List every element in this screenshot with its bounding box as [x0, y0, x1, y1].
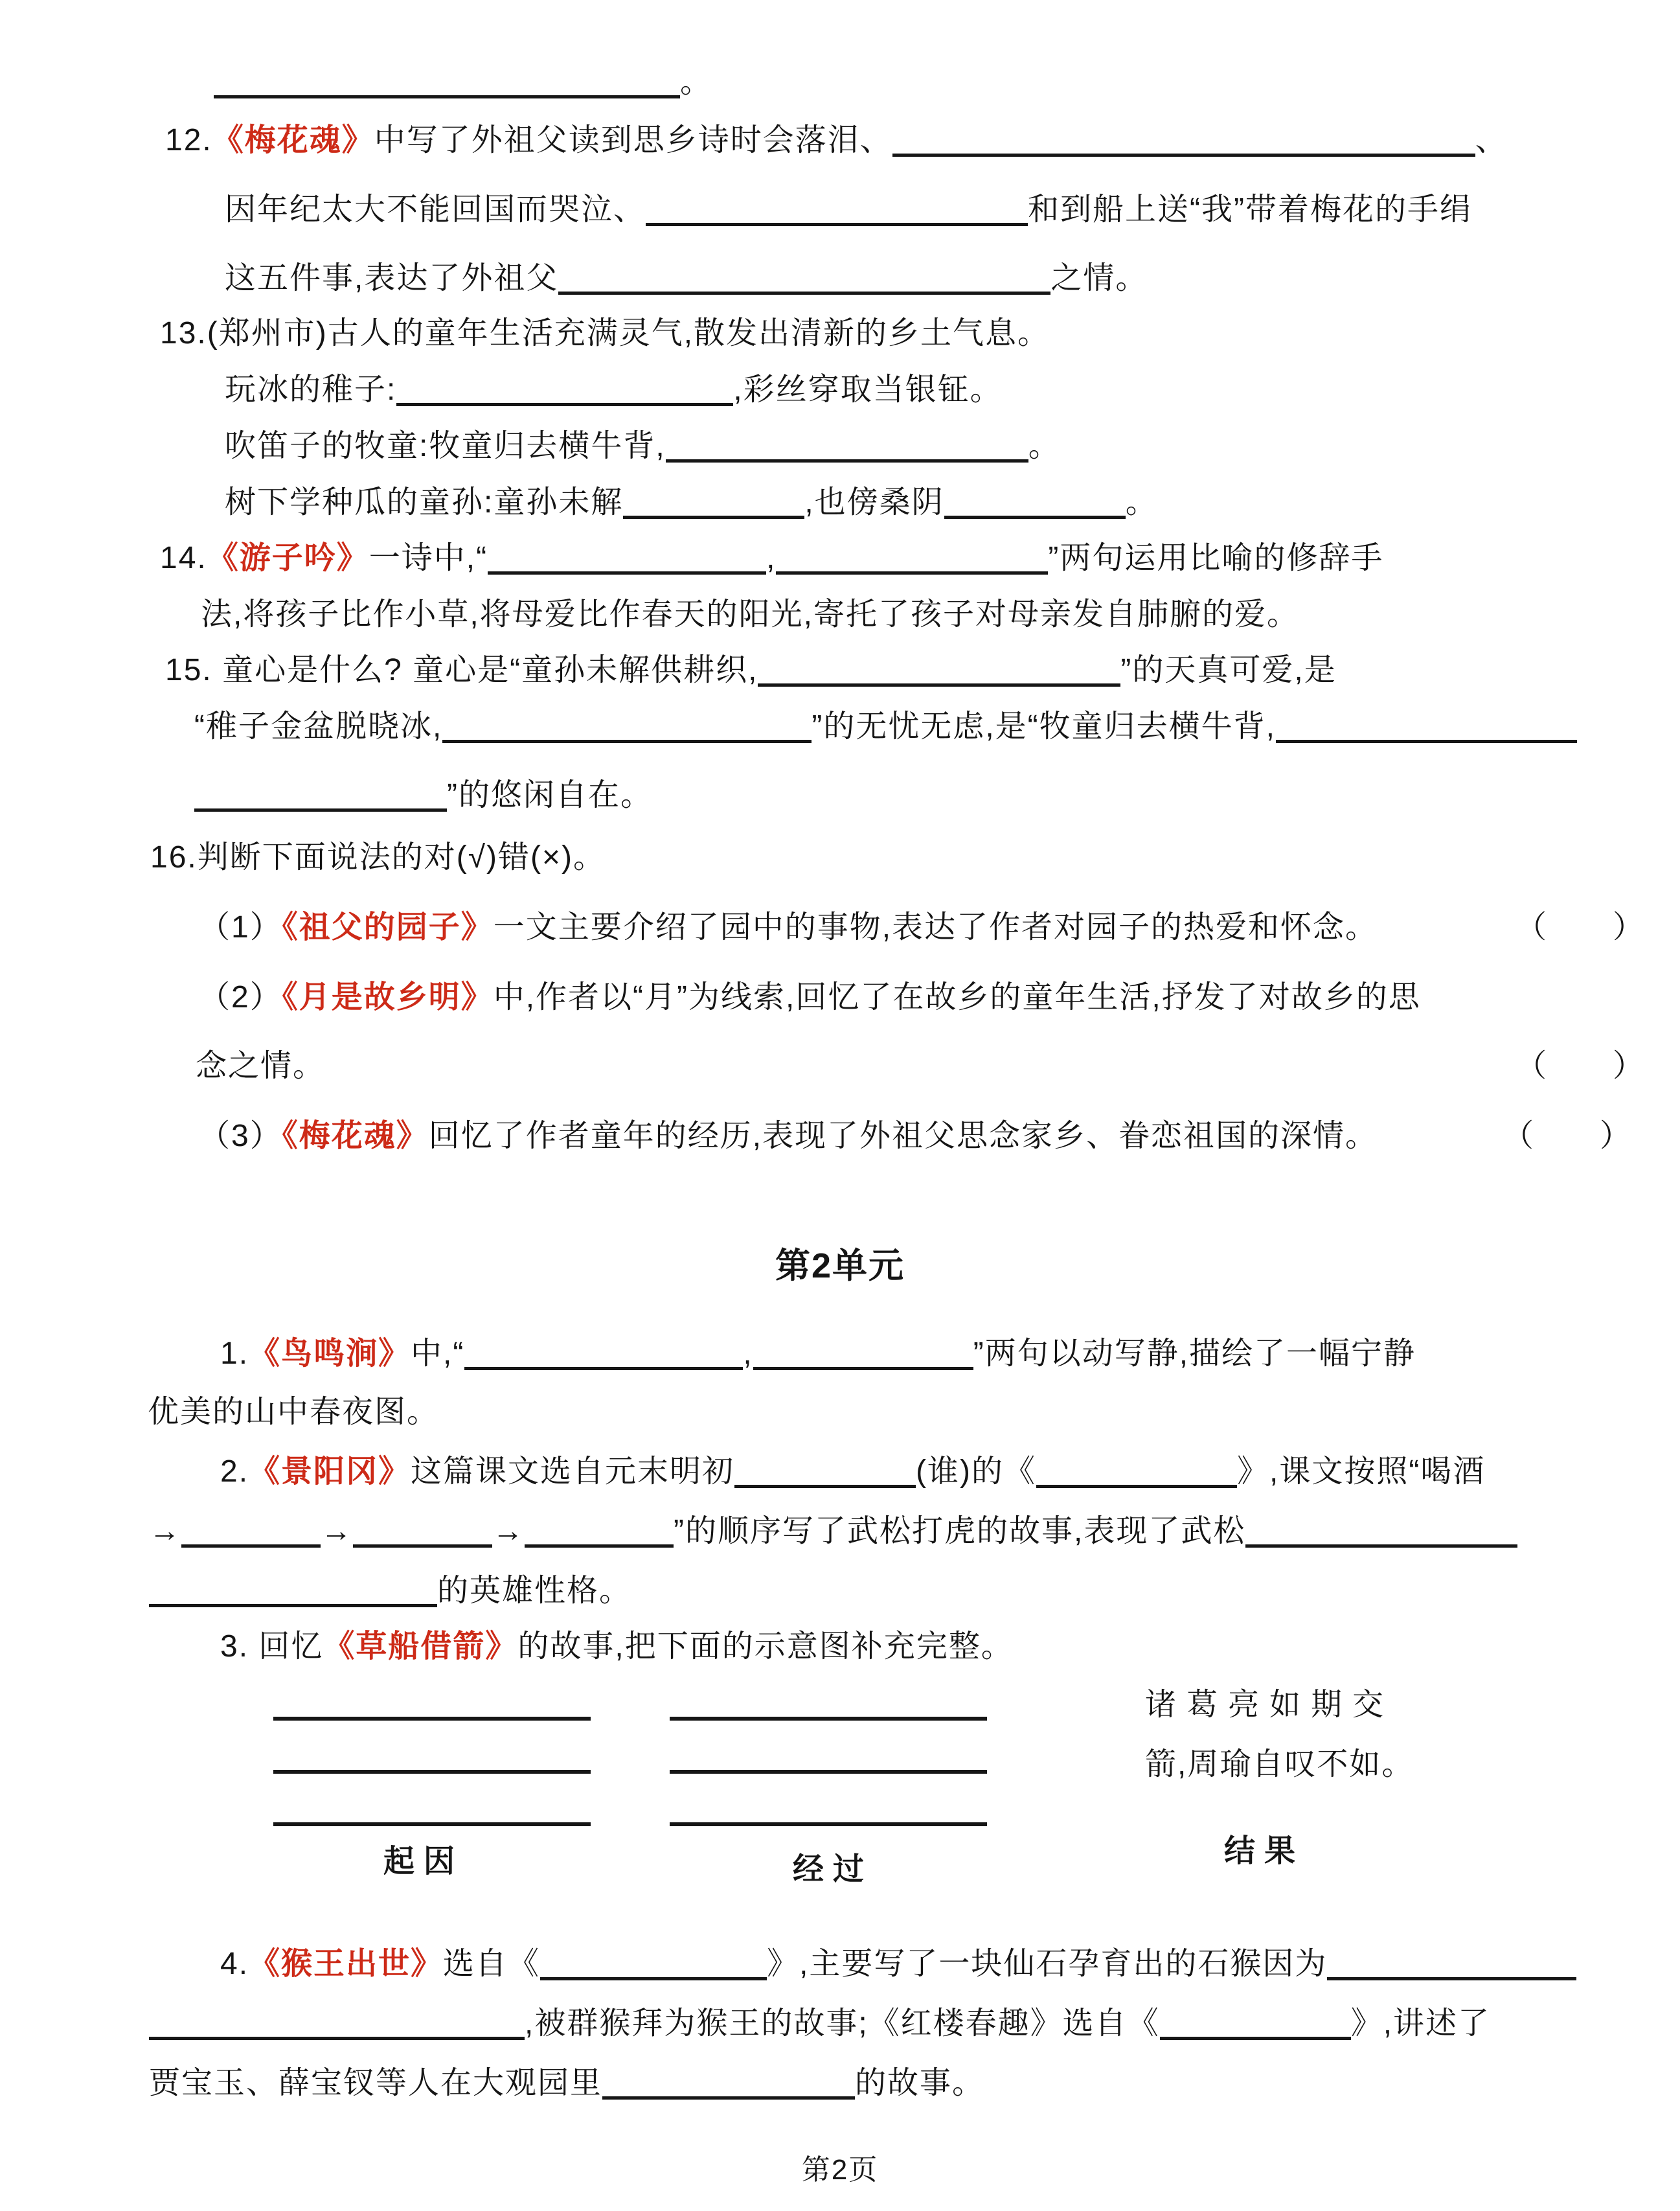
text-run: 念之情。 [196, 1049, 326, 1083]
answer-blank [666, 427, 1028, 463]
q16-item-1 [199, 907, 1378, 948]
text-run: ,被群猴拜为猴王的故事;《红楼春趣》选自《 [525, 2006, 1160, 2041]
text-run: 13.(郑州市)古人的童年生活充满灵气,散发出清新的乡土气息。 [160, 316, 1050, 350]
page-footer [0, 2149, 1680, 2191]
book-title-red: 《游子吟》 [207, 541, 369, 575]
q16-item-1-parens [1515, 907, 1645, 948]
diagram-label-process [793, 1849, 873, 1890]
text-run: 一文主要介绍了园中的事物,表达了作者对园子的热爱和怀念。 [493, 910, 1378, 945]
u2-q2-line-2 [149, 1511, 1517, 1552]
text-run: → [149, 1514, 181, 1548]
answer-blank [396, 371, 733, 406]
answer-blank [944, 483, 1126, 519]
text-run: “稚子金盆脱晓冰, [194, 709, 443, 744]
text-run: 优美的山中春夜图。 [148, 1395, 440, 1429]
answer-blank [776, 539, 1048, 575]
q13-line-4 [225, 482, 1158, 523]
answer-blank [753, 1335, 973, 1370]
q13-line-3 [225, 426, 1061, 467]
text-run: 之情。 [1050, 261, 1148, 295]
text-run: 和到船上送“我”带着梅花的手绢 [1028, 192, 1472, 227]
text-run: , [766, 541, 777, 575]
q16-item-2-line-1 [199, 977, 1421, 1018]
text-run: 的故事。 [855, 2066, 985, 2100]
text-run: 中,“ [411, 1336, 465, 1371]
q12-line-1 [165, 120, 1508, 161]
answer-blank [623, 483, 804, 519]
text-run: (谁)的《 [916, 1454, 1037, 1489]
diagram-label-cause [383, 1841, 464, 1883]
book-title-red: 《梅花魂》 [212, 123, 374, 157]
text-run: 14. [160, 541, 207, 575]
diagram-blank-rule [670, 1717, 987, 1721]
answer-blank [646, 190, 1028, 226]
answer-blank [149, 2004, 525, 2040]
text-run: （1） [199, 910, 282, 945]
answer-blank [734, 1452, 916, 1488]
text-run: 》,课文按照“喝酒 [1237, 1454, 1486, 1489]
text-run: 一诗中,“ [369, 541, 488, 575]
answer-blank [1160, 2004, 1351, 2040]
text-run: 中,作者以“月”为线索,回忆了在故乡的童年生活,抒发了对故乡的思 [493, 980, 1421, 1014]
diagram-blank-rule [670, 1822, 987, 1826]
q15-line-3 [194, 775, 653, 816]
text-run: 第2单元 [775, 1246, 905, 1285]
text-run: 经过 [793, 1852, 874, 1886]
text-run: 选自《 [443, 1947, 541, 1981]
diagram-blank-rule [273, 1770, 591, 1774]
text-run: 中写了外祖父读到思乡诗时会落泪、 [374, 123, 892, 157]
text-run: → [321, 1514, 353, 1548]
answer-blank [1245, 1512, 1517, 1548]
q16-item-2-parens [1515, 1046, 1645, 1087]
text-run: ”的悠闲自在。 [447, 778, 653, 812]
q16-item-3 [199, 1116, 1378, 1157]
text-run: （2） [199, 980, 282, 1014]
answer-blank [488, 539, 766, 575]
book-title-red: 《鸟鸣涧》 [249, 1336, 411, 1371]
q14-line-2 [201, 594, 1299, 636]
answer-blank [181, 1512, 321, 1548]
text-run: 因年纪太大不能回国而哭泣、 [225, 192, 646, 227]
q15-line-2 [194, 706, 1577, 748]
book-title-red: 《草船借箭》 [323, 1629, 518, 1664]
q12-line-3 [225, 258, 1148, 299]
answer-blank [194, 776, 447, 812]
text-run: 。 [680, 65, 713, 99]
answer-blank [464, 1335, 743, 1370]
text-run: 诸葛亮如期交 [1145, 1688, 1394, 1722]
answer-blank [214, 63, 680, 98]
text-run: 。 [1125, 485, 1158, 520]
text-run: （ ） [1515, 1049, 1646, 1083]
text-run: 的英雄性格。 [437, 1574, 632, 1608]
answer-blank [540, 1945, 767, 1980]
q13-line-2 [225, 369, 1003, 411]
text-run: 贾宝玉、薛宝钗等人在大观园里 [149, 2066, 603, 2100]
diagram-blank-rule [273, 1717, 591, 1721]
text-run: 箭,周瑜自叹不如。 [1145, 1747, 1414, 1781]
text-run: 结果 [1224, 1834, 1305, 1868]
text-run: 》,讲述了 [1350, 2006, 1491, 2041]
text-run: 》,主要写了一块仙石孕育出的石猴因为 [767, 1947, 1328, 1981]
answer-blank [558, 259, 1050, 295]
text-run: 这五件事,表达了外祖父 [225, 261, 559, 295]
book-title-red: 《月是故乡明》 [282, 980, 494, 1014]
answer-blank [149, 1572, 437, 1607]
text-run: ,彩丝穿取当银钲。 [733, 372, 1003, 407]
u2-q4-line-3 [149, 2063, 984, 2104]
text-run: ”的顺序写了武松打虎的故事,表现了武松 [674, 1514, 1246, 1548]
text-run: 2. [220, 1454, 249, 1489]
answer-blank [602, 2064, 855, 2100]
text-run: → [492, 1514, 525, 1548]
text-run: 的故事,把下面的示意图补充完整。 [517, 1629, 1014, 1664]
book-title-red: 《猴王出世》 [249, 1947, 444, 1981]
u2-q1-line-2 [148, 1392, 439, 1433]
q11-continuation-line [214, 62, 712, 103]
q12-line-2 [225, 189, 1472, 231]
q16-item-2-line-2 [196, 1046, 325, 1087]
book-title-red: 《祖父的园子》 [282, 910, 494, 945]
answer-blank [892, 121, 1475, 157]
text-run: 树下学种瓜的童孙:童孙未解 [225, 485, 624, 520]
text-run: 这篇课文选自元末明初 [411, 1454, 735, 1489]
text-run: 吹笛子的牧童:牧童归去横牛背, [225, 429, 666, 463]
text-run: , [743, 1336, 753, 1371]
answer-blank [1327, 1945, 1576, 1980]
u2-q3-stem [220, 1626, 1014, 1667]
q13-line-1 [160, 313, 1050, 354]
text-run: 起因 [383, 1844, 464, 1879]
text-run: 1. [220, 1336, 249, 1371]
diagram-label-result [1224, 1831, 1304, 1872]
text-run: 法,将孩子比作小草,将母爱比作春天的阳光,寄托了孩子对母亲发自肺腑的爱。 [201, 597, 1300, 632]
text-run: 12. [165, 123, 212, 157]
u2-q4-line-2 [149, 2003, 1490, 2045]
text-run: 第2页 [801, 2154, 879, 2186]
q14-line-1 [160, 538, 1383, 579]
unit2-title [0, 1245, 1680, 1287]
answer-blank [442, 707, 812, 743]
text-run: （ ） [1515, 910, 1646, 945]
text-run: （ ） [1503, 1119, 1633, 1153]
text-run: 15. 童心是什么? 童心是“童孙未解供耕织, [165, 653, 758, 687]
book-title-red: 《梅花魂》 [282, 1119, 429, 1153]
text-run: ”两句运用比喻的修辞手 [1048, 541, 1384, 575]
text-run: 玩冰的稚子: [225, 372, 397, 407]
text-run: ”的天真可爱,是 [1120, 653, 1337, 687]
q16-stem [150, 837, 606, 878]
text-run: （3） [199, 1119, 282, 1153]
u2-q4-line-1 [220, 1943, 1576, 1985]
answer-blank [1276, 707, 1577, 743]
book-title-red: 《景阳冈》 [249, 1454, 411, 1489]
q16-item-3-parens [1503, 1116, 1632, 1157]
text-run: 回忆了作者童年的经历,表现了外祖父思念家乡、眷恋祖国的深情。 [428, 1119, 1378, 1153]
text-run: ,也傍桑阴 [804, 485, 944, 520]
u2-q1-line-1 [220, 1333, 1416, 1375]
q15-line-1 [165, 650, 1337, 691]
answer-blank [1036, 1452, 1237, 1488]
u2-q2-line-1 [220, 1451, 1485, 1493]
diagram-blank-rule [273, 1822, 591, 1826]
answer-blank [758, 651, 1120, 687]
text-run: ”的无忧无虑,是“牧童归去横牛背, [812, 709, 1276, 744]
text-run: 。 [1028, 429, 1061, 463]
text-run: 16.判断下面说法的对(√)错(×)。 [150, 840, 606, 875]
text-run: 3. 回忆 [220, 1629, 324, 1664]
text-run: 、 [1475, 123, 1508, 157]
diagram-blank-rule [670, 1770, 987, 1774]
text-run: 4. [220, 1947, 249, 1981]
text-run: ”两句以动写静,描绘了一幅宁静 [973, 1336, 1416, 1371]
u2-q2-line-3 [149, 1570, 631, 1612]
diagram-result-text-1 [1145, 1684, 1394, 1726]
answer-blank [353, 1512, 492, 1548]
diagram-result-text-2 [1145, 1744, 1414, 1785]
answer-blank [525, 1512, 674, 1548]
